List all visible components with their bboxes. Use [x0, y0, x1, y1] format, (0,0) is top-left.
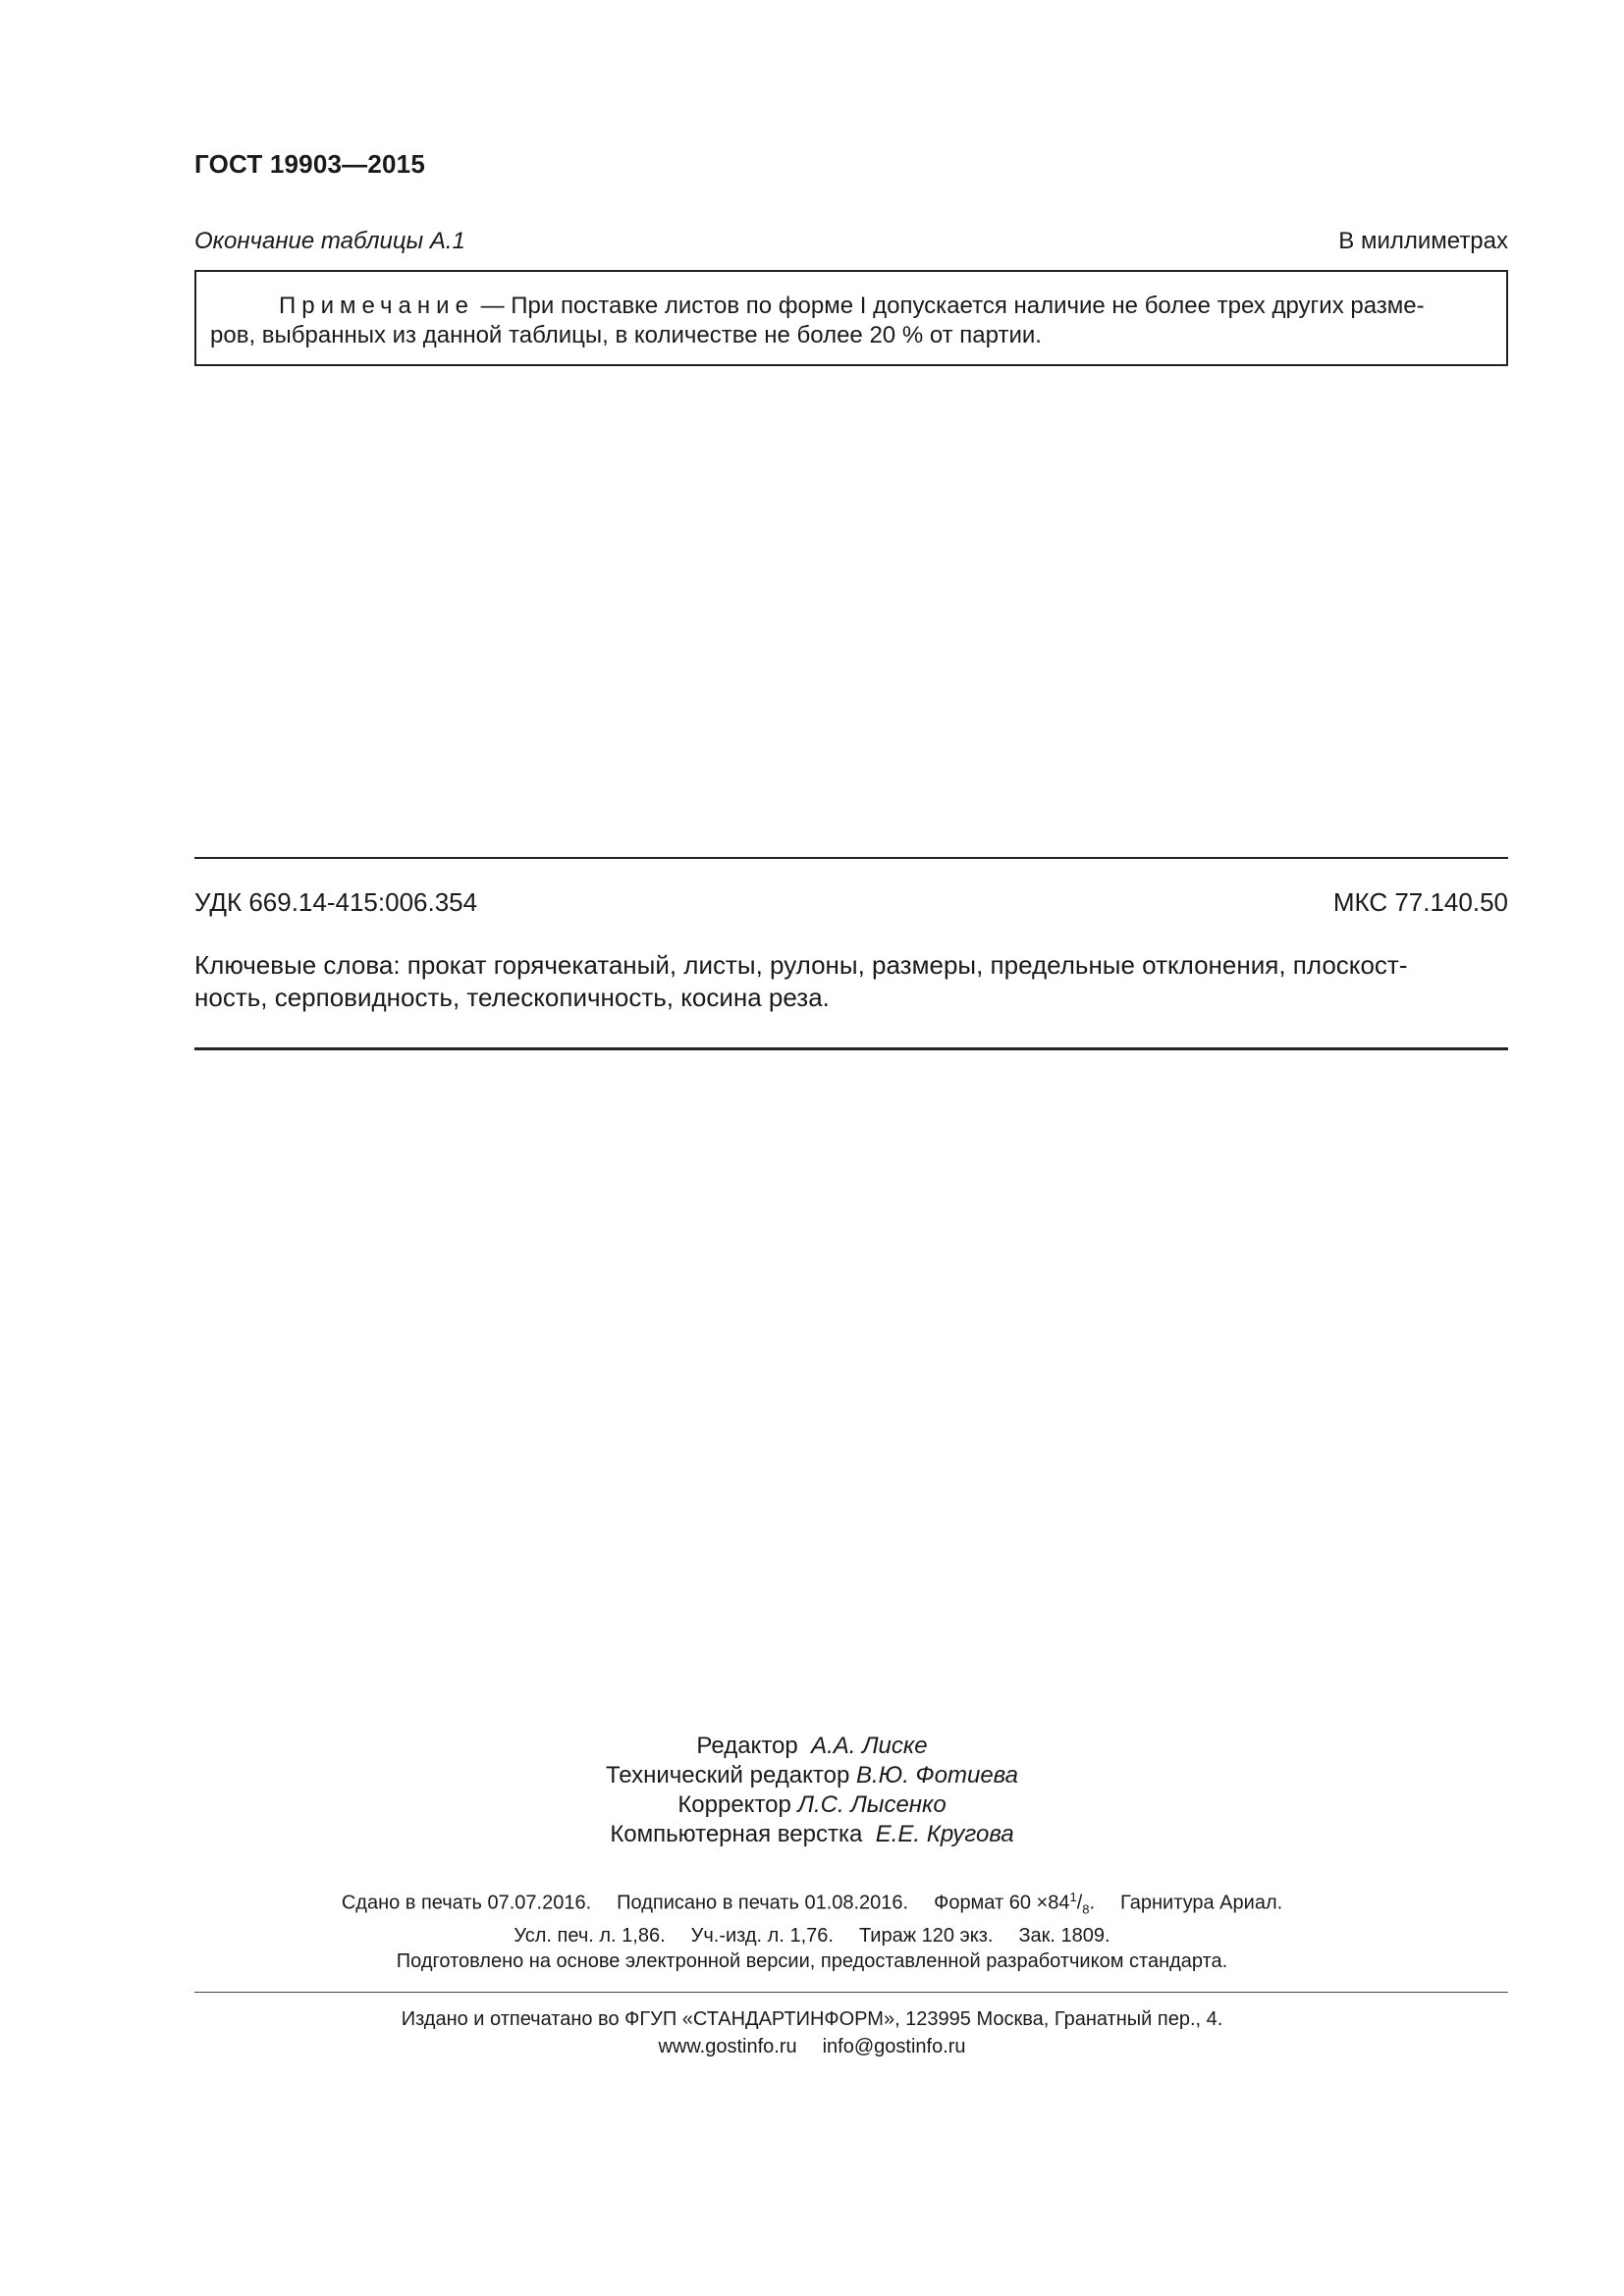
note-label: Примечание [279, 293, 474, 319]
table-continuation-caption: Окончание таблицы А.1 [194, 228, 465, 254]
publisher-website[interactable]: www.gostinfo.ru [658, 2036, 797, 2057]
print-info-line1: Сдано в печать 07.07.2016. Подписано в печать 01.08.2016. Формат $60 \times 84^1/_8$. Гарнитура Ариал. [341, 1890, 1283, 1917]
units-label: В миллиметрах [1338, 228, 1508, 254]
credit-layout: Компьютерная верстка Е.Е. Кругова [610, 1821, 1014, 1847]
keywords [194, 949, 1508, 1014]
standard-number: ГОСТ 19903—2015 [194, 149, 425, 179]
credit-tech-editor: Технический редактор В.Ю. Фотиева [605, 1762, 1019, 1789]
note-text-line2: ров, выбранных из данной таблицы, в количестве не более 20 % от партии. [210, 322, 1042, 348]
publisher-email[interactable]: info@gostinfo.ru [822, 2036, 966, 2057]
publisher-line: Издано и отпечатано во ФГУП «СТАНДАРТИНФОРМ», 123995 Москва, Гранатный пер., 4. [401, 2008, 1223, 2030]
mks-code: МКС 77.140.50 [1332, 887, 1508, 917]
print-info-block [0, 1885, 1624, 1974]
udk-code: УДК 669.14-415:006.354 [194, 887, 478, 917]
credit-proofreader: Корректор Л.С. Лысенко [677, 1791, 947, 1818]
note-dash: — [480, 293, 505, 319]
keywords-line1: Ключевые слова: прокат горячекатаный, листы, рулоны, размеры, предельные отклонения, плоскост- [194, 950, 1408, 980]
note-box [194, 270, 1508, 366]
print-info-line2: Усл. печ. л. 1,86. Уч.-изд. л. 1,76. Тираж 120 экз. Зак. 1809. [514, 1924, 1110, 1947]
divider-top [194, 857, 1508, 859]
note-text-line1: При поставке листов по форме I допускается наличие не более трех других разме- [511, 293, 1425, 319]
credit-editor: Редактор А.А. Лиске [696, 1733, 928, 1759]
publisher-block [0, 2005, 1624, 2060]
keywords-line2: ность, серповидность, телескопичность, косина реза. [194, 983, 830, 1012]
publisher-contacts [0, 2033, 1624, 2060]
divider-middle [194, 1047, 1508, 1050]
print-info-prepared-note: Подготовлено на основе электронной версии, предоставленной разработчиком стандарта. [396, 1949, 1228, 1972]
credits-block [0, 1732, 1624, 1849]
divider-bottom [194, 1992, 1508, 1993]
